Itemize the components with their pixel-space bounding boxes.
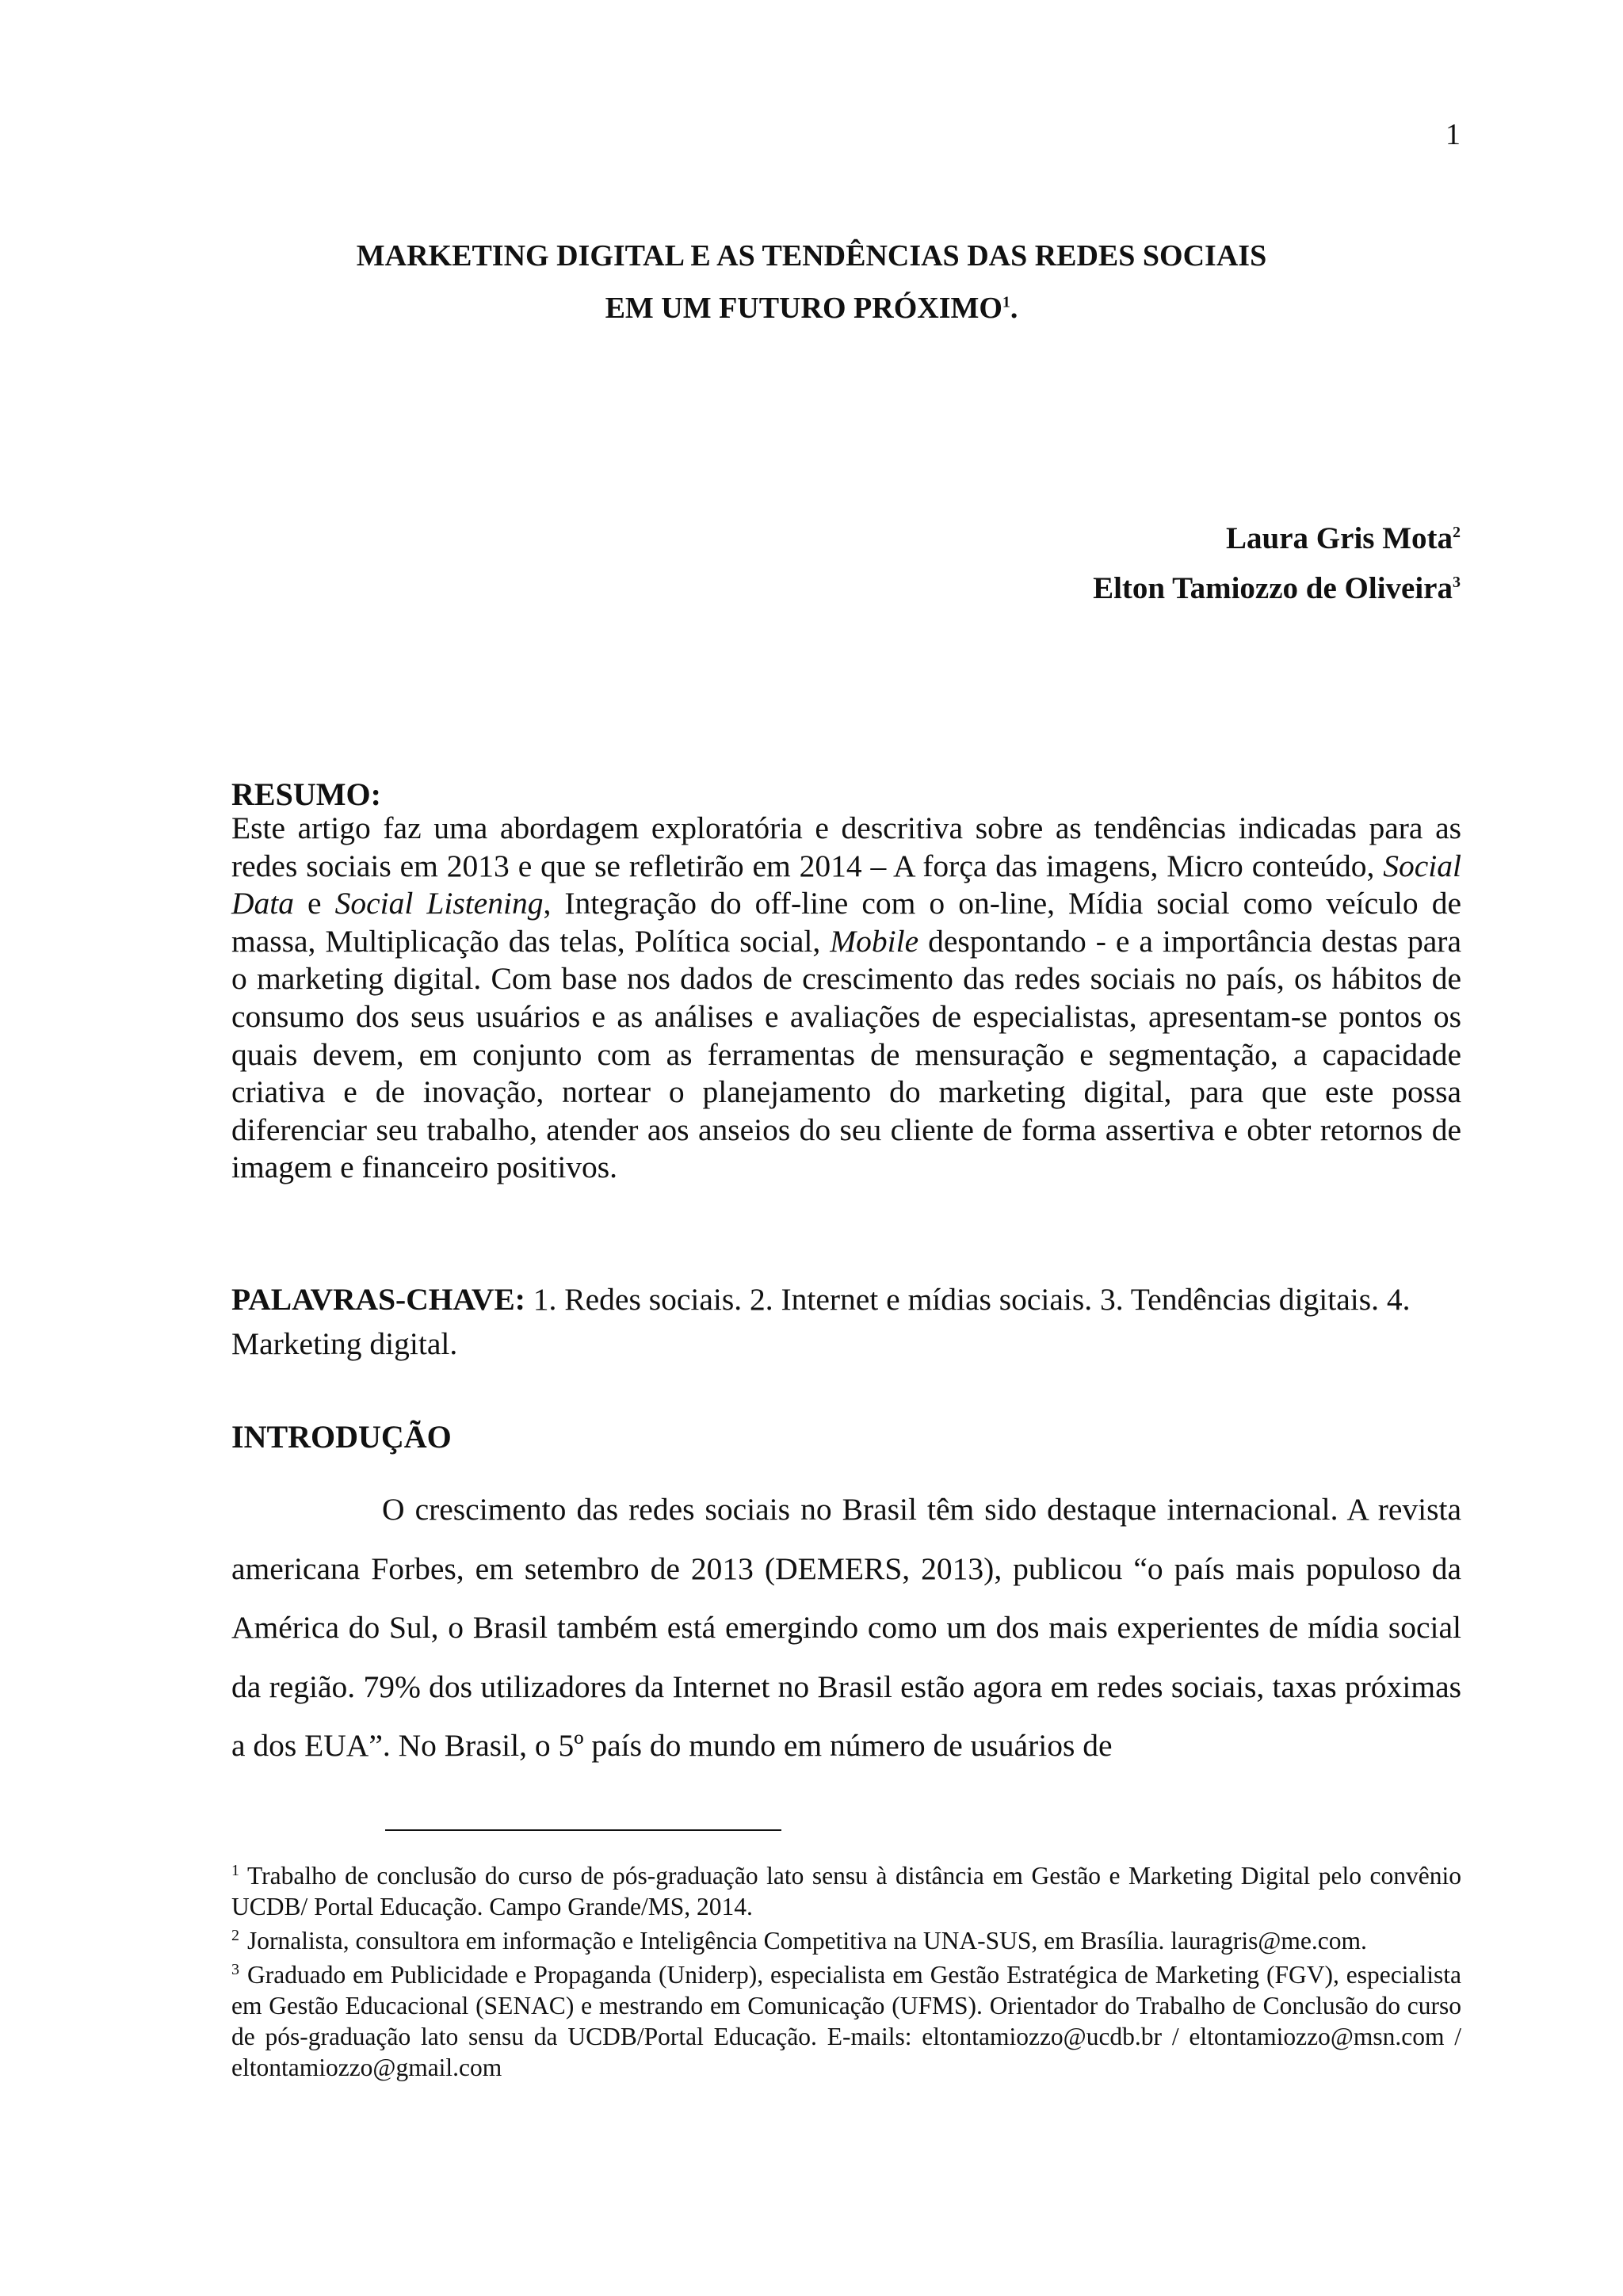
abstract-part-2: e [294,886,335,921]
footnote-1-text: Trabalho de conclusão do curso de pós-graduação lato sensu à distância em Gestão e Marketing Digital pelo convênio UCDB/ Portal Educação. Campo Grande/MS, 2014. [231,1862,1461,1920]
paper-title [0,230,1623,334]
footnote-3-mark: 3 [231,1960,239,1978]
footnote-2-mark: 2 [231,1926,239,1944]
abstract-part-4: despontando - e a importância destas para o marketing digital. Com base nos dados de crescimento das redes sociais no país, os hábitos de consumo dos seus usuários e as análises e avaliações de especialistas, apresentam-se pontos os quais devem, em conjunto com as ferramentas de mensuração e segmentação, a capacidade criativa e de inovação, nortear o planejamento do marketing digital, para que este possa diferenciar seu trabalho, atender aos anseios do seu cliente de forma assertiva e obter retornos de imagem e financeiro positivos. [231,923,1461,1185]
title-footnote-ref: 1 [1002,293,1010,311]
author-2-footnote-ref: 3 [1453,574,1461,591]
keywords-text: 1. Redes sociais. 2. Internet e mídias sociais. 3. Tendências digitais. 4. Marketing digital. [231,1282,1411,1361]
footnote-1 [231,1860,1461,1922]
page-number: 1 [1445,118,1461,151]
title-line-2-text: EM UM FUTURO PRÓXIMO [605,292,1002,325]
abstract-part-3: , Integração do off-line com o on-line, Mídia social como veículo de massa, Multiplicação das telas, Política social, [231,886,1461,959]
author-2-name: Elton Tamiozzo de Oliveira [1093,571,1453,605]
footnote-separator [385,1829,781,1831]
abstract-part-1: Este artigo faz uma abordagem exploratória e descritiva sobre as tendências indicadas para as redes sociais em 2013 e que se refletirão em 2014 – A força das imagens, Micro conteúdo, [231,810,1461,883]
keywords-label: PALAVRAS-CHAVE: [231,1282,525,1317]
author-list [1093,513,1461,613]
footnote-2-text: Jornalista, consultora em informação e Inteligência Competitiva na UNA-SUS, em Brasília. lauragris@me.com. [247,1927,1367,1955]
author-1-name: Laura Gris Mota [1226,521,1453,555]
author-1 [1093,513,1461,563]
title-line-2-end: . [1010,292,1018,325]
footnote-3 [231,1959,1461,2083]
introduction-heading: INTRODUÇÃO [231,1419,452,1455]
footnote-2 [231,1925,1461,1956]
abstract-heading: RESUMO: [231,776,381,812]
abstract-italic-mobile: Mobile [830,923,919,959]
title-line-2 [0,282,1623,334]
author-2 [1093,563,1461,613]
abstract-italic-social-data: Social Data [231,848,1461,921]
footnote-3-text: Graduado em Publicidade e Propaganda (Uniderp), especialista em Gestão Estratégica de Marketing (FGV), especialista em Gestão Educacional (SENAC) e mestrando em Comunicação (UFMS). Orientador do Trabalho de Conclusão do curso de pós-graduação lato sensu da UCDB/Portal Educação. E-mails: eltontamiozzo@ucdb.br / eltontamiozzo@msn.com / eltontamiozzo@gmail.com [231,1961,1461,2081]
author-1-footnote-ref: 2 [1453,524,1461,541]
footnote-1-mark: 1 [231,1861,239,1879]
keywords [231,1277,1461,1366]
abstract-text [231,810,1461,1187]
introduction-paragraph: O crescimento das redes sociais no Brasil têm sido destaque internacional. A revista americana Forbes, em setembro de 2013 (DEMERS, 2013), publicou “o país mais populoso da América do Sul, o Brasil também está emergindo como um dos mais experientes de mídia social da região. 79% dos utilizadores da Internet no Brasil estão agora em redes sociais, taxas próximas a dos EUA”. No Brasil, o 5º país do mundo em número de usuários de [231,1492,1461,1763]
title-line-1: MARKETING DIGITAL E AS TENDÊNCIAS DAS REDES SOCIAIS [356,239,1267,273]
abstract-italic-social-listening: Social Listening [334,886,544,921]
footnotes [231,1860,1461,2086]
